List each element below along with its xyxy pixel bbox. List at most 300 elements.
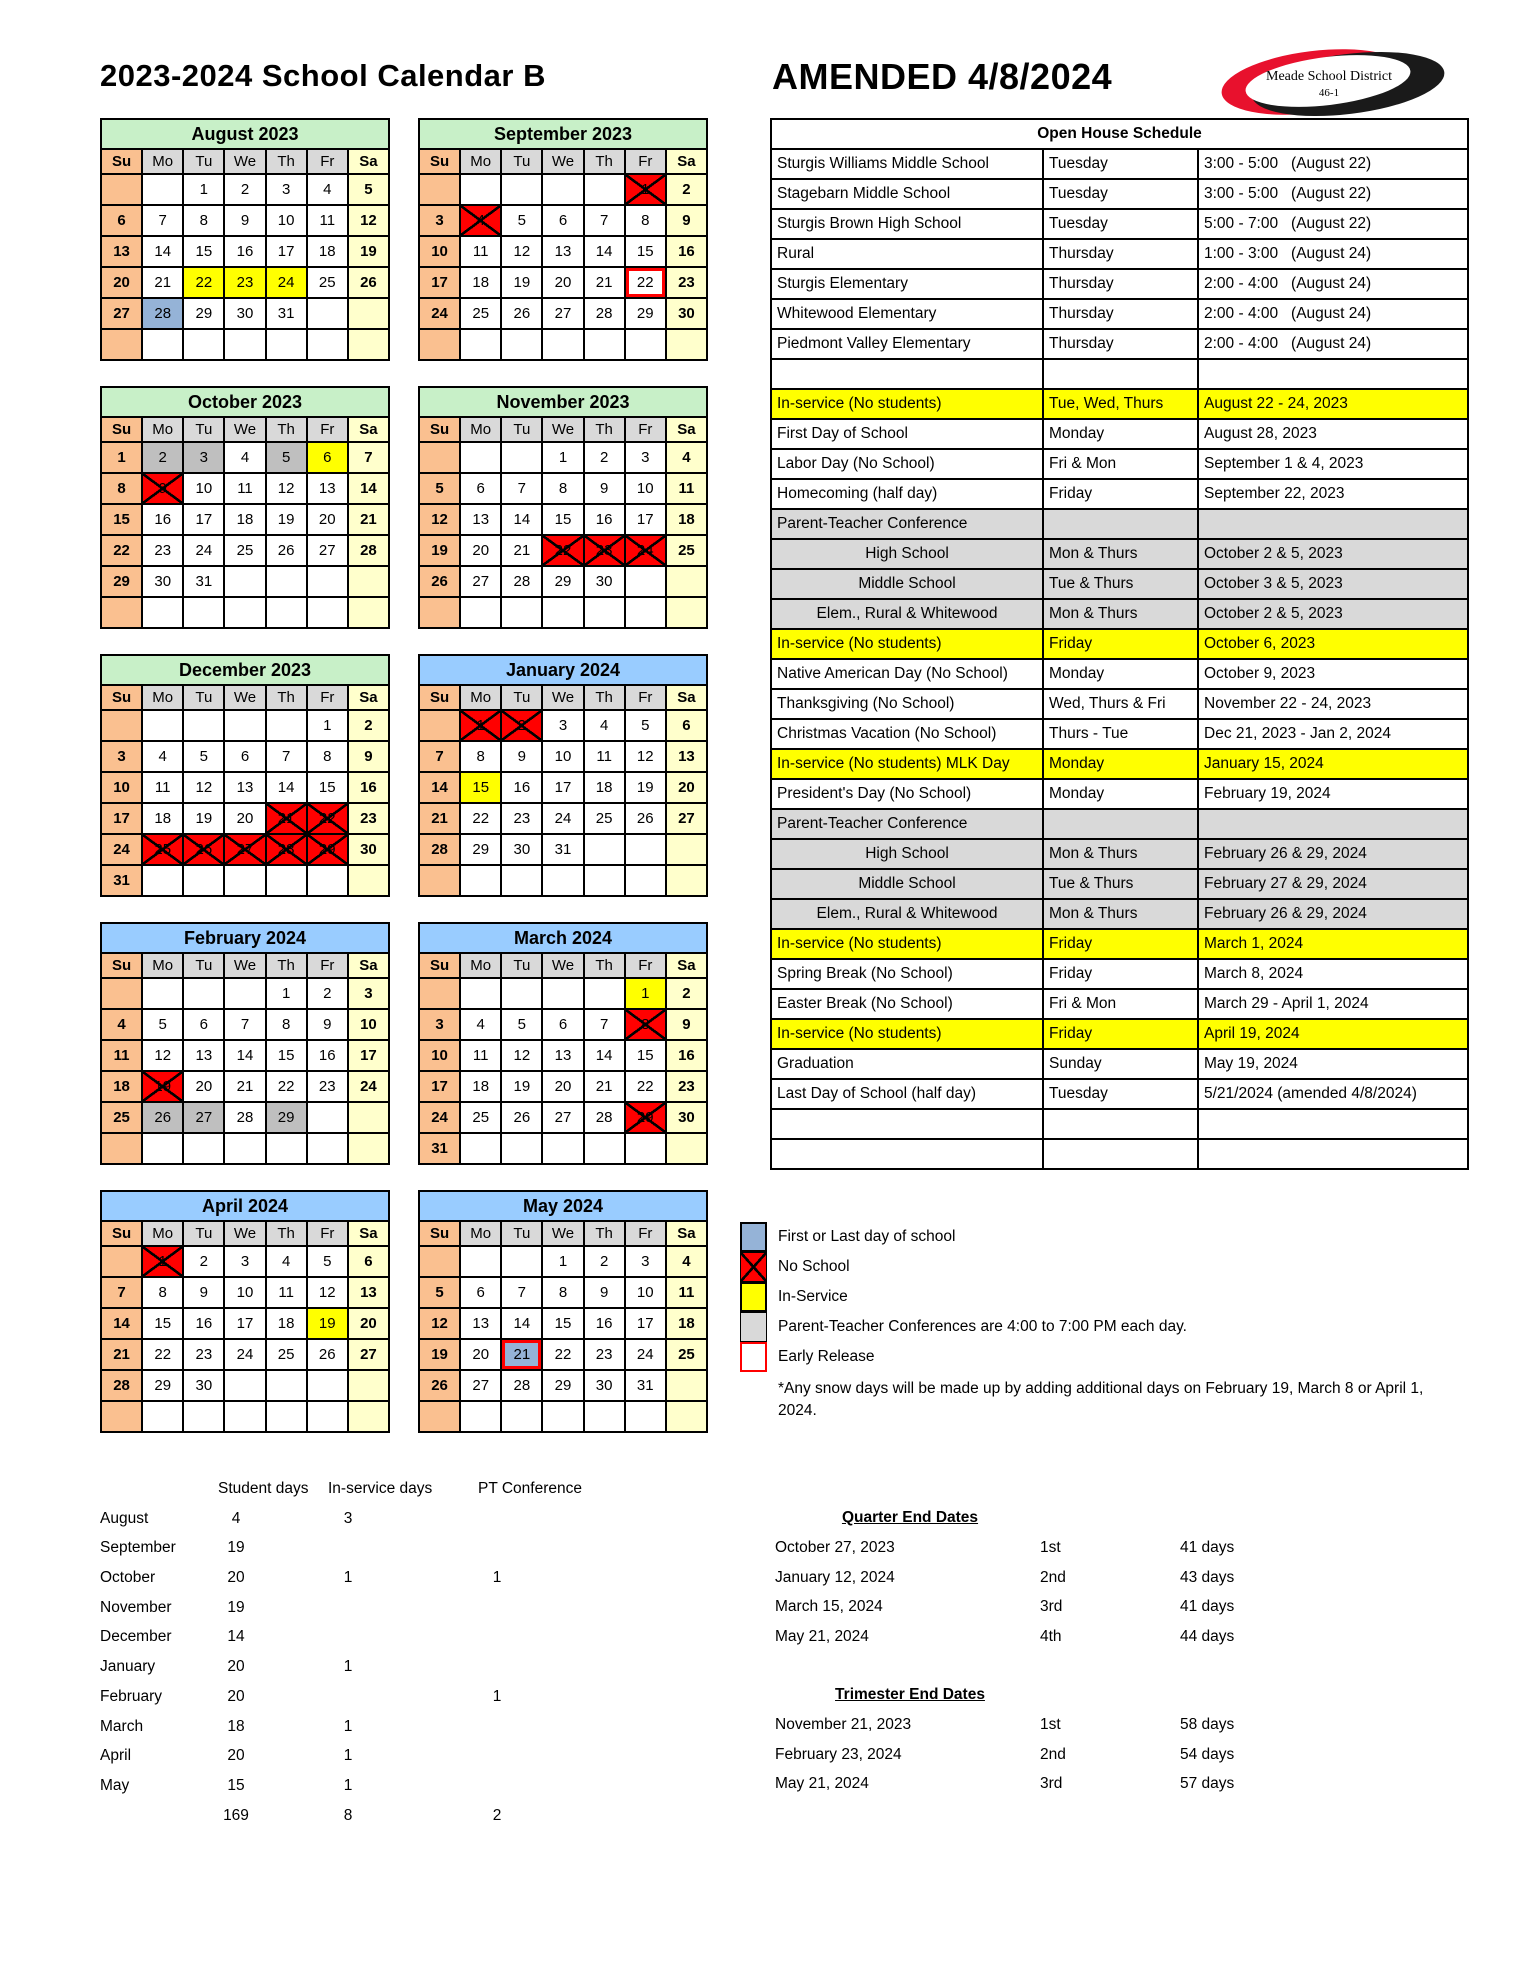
schedule-cell: Graduation xyxy=(771,1049,1043,1079)
schedule-cell: Tue, Wed, Thurs xyxy=(1043,389,1198,419)
day-cell: 30 xyxy=(584,566,625,597)
day-cell: 2 xyxy=(183,1246,224,1277)
summary-cell: 1 xyxy=(343,1569,353,1587)
schedule-cell: August 22 - 24, 2023 xyxy=(1198,389,1468,419)
schedule-cell: Mon & Thurs xyxy=(1043,539,1198,569)
day-cell xyxy=(307,1133,348,1164)
schedule-cell: Thursday xyxy=(1043,239,1198,269)
day-cell: 26 xyxy=(501,1102,542,1133)
schedule-cell: Sunday xyxy=(1043,1049,1198,1079)
day-cell xyxy=(460,1401,501,1432)
day-cell: 30 xyxy=(666,298,707,329)
day-cell xyxy=(224,865,265,896)
day-cell: 22 xyxy=(542,1339,583,1370)
day-cell: 1 xyxy=(307,710,348,741)
month-calendar xyxy=(100,1190,390,1433)
day-cell: 24 xyxy=(183,535,224,566)
day-cell xyxy=(666,1401,707,1432)
monthly-day-counts xyxy=(100,1474,640,1830)
day-cell: 8 xyxy=(142,1277,183,1308)
day-cell xyxy=(307,1401,348,1432)
day-cell: 4 xyxy=(266,1246,307,1277)
day-cell: 8 xyxy=(101,473,142,504)
schedule-row xyxy=(771,719,1468,749)
schedule-row xyxy=(771,809,1468,839)
day-cell: 4 xyxy=(460,1009,501,1040)
day-cell: 6 xyxy=(542,205,583,236)
day-cell xyxy=(348,1370,389,1401)
month-table xyxy=(100,118,390,361)
day-cell xyxy=(307,597,348,628)
day-cell: 13 xyxy=(307,473,348,504)
schedule-row xyxy=(771,659,1468,689)
schedule-cell: Friday xyxy=(1043,479,1198,509)
day-cell: 24 xyxy=(419,298,460,329)
summary-header-pt-conference: PT Conference xyxy=(478,1480,582,1497)
summary-cell: 2 xyxy=(492,1806,502,1824)
legend-item xyxy=(740,1342,1440,1372)
end-date-cell: 3rd xyxy=(1040,1775,1063,1792)
day-cell: 14 xyxy=(101,1308,142,1339)
day-cell xyxy=(460,1246,501,1277)
day-cell xyxy=(142,865,183,896)
day-cell: 14 xyxy=(501,504,542,535)
day-cell: 12 xyxy=(419,1308,460,1339)
day-cell: 29 xyxy=(460,834,501,865)
month-title: November 2023 xyxy=(419,387,707,417)
day-cell: 31 xyxy=(542,834,583,865)
summary-cell: 20 xyxy=(227,1687,245,1705)
day-cell: 31 xyxy=(183,566,224,597)
day-cell: 6 xyxy=(666,710,707,741)
schedule-cell: October 2 & 5, 2023 xyxy=(1198,599,1468,629)
day-cell: 8 xyxy=(307,741,348,772)
day-cell: 21 xyxy=(501,535,542,566)
summary-cell: September xyxy=(100,1539,176,1557)
day-cell: 9 xyxy=(666,1009,707,1040)
schedule-cell: November 22 - 24, 2023 xyxy=(1198,689,1468,719)
end-date-cell: 1st xyxy=(1040,1716,1061,1733)
month-calendar xyxy=(418,1190,708,1433)
summary-cell: February xyxy=(100,1687,163,1705)
schedule-row xyxy=(771,389,1468,419)
schedule-row xyxy=(771,599,1468,629)
day-cell xyxy=(266,1370,307,1401)
end-date-cell: 41 days xyxy=(1180,1539,1235,1556)
schedule-row xyxy=(771,299,1468,329)
day-cell: 8 xyxy=(625,205,666,236)
month-table xyxy=(418,386,708,629)
day-cell: 22 xyxy=(542,535,583,566)
day-cell: 3 xyxy=(625,1246,666,1277)
end-date-cell: February 23, 2024 xyxy=(775,1745,902,1763)
day-cell: 8 xyxy=(183,205,224,236)
schedule-row xyxy=(771,479,1468,509)
schedule-cell xyxy=(1198,509,1468,539)
day-of-week-header: We xyxy=(542,685,583,710)
day-of-week-header: Fr xyxy=(307,149,348,174)
day-cell: 14 xyxy=(348,473,389,504)
day-cell: 20 xyxy=(666,772,707,803)
day-cell: 28 xyxy=(266,834,307,865)
end-date-cell: 3rd xyxy=(1040,1598,1063,1615)
day-of-week-header: Mo xyxy=(460,953,501,978)
schedule-cell: January 15, 2024 xyxy=(1198,749,1468,779)
day-cell: 16 xyxy=(348,772,389,803)
quarter-row xyxy=(760,1592,1340,1622)
day-of-week-header: Su xyxy=(101,685,142,710)
day-cell xyxy=(348,329,389,360)
summary-month-row xyxy=(100,1771,640,1801)
day-cell: 26 xyxy=(501,298,542,329)
day-of-week-header: Sa xyxy=(348,685,389,710)
legend xyxy=(740,1222,1440,1372)
day-cell: 27 xyxy=(460,1370,501,1401)
day-cell: 6 xyxy=(460,1277,501,1308)
month-title: May 2024 xyxy=(419,1191,707,1221)
day-cell: 11 xyxy=(101,1040,142,1071)
day-cell xyxy=(183,1133,224,1164)
day-cell: 19 xyxy=(142,1071,183,1102)
day-cell xyxy=(266,1133,307,1164)
day-of-week-header: Fr xyxy=(625,685,666,710)
day-cell: 6 xyxy=(224,741,265,772)
day-cell: 15 xyxy=(625,236,666,267)
summary-cell: October xyxy=(100,1569,156,1587)
summary-cell: 14 xyxy=(227,1628,245,1646)
schedule-cell: September 1 & 4, 2023 xyxy=(1198,449,1468,479)
day-cell: 7 xyxy=(348,442,389,473)
day-cell xyxy=(542,865,583,896)
day-cell: 26 xyxy=(419,566,460,597)
day-cell: 13 xyxy=(666,741,707,772)
summary-month-row xyxy=(100,1533,640,1563)
day-cell: 27 xyxy=(542,1102,583,1133)
day-of-week-header: Su xyxy=(419,149,460,174)
day-cell: 27 xyxy=(224,834,265,865)
day-cell: 25 xyxy=(224,535,265,566)
day-of-week-header: We xyxy=(542,417,583,442)
day-cell: 25 xyxy=(101,1102,142,1133)
day-cell: 1 xyxy=(266,978,307,1009)
day-of-week-header: Sa xyxy=(348,149,389,174)
day-cell xyxy=(460,1133,501,1164)
day-cell: 29 xyxy=(183,298,224,329)
day-cell: 20 xyxy=(224,803,265,834)
day-cell: 25 xyxy=(142,834,183,865)
day-cell: 11 xyxy=(666,1277,707,1308)
day-of-week-header: Sa xyxy=(348,953,389,978)
day-of-week-header: Tu xyxy=(183,417,224,442)
day-of-week-header: Th xyxy=(266,417,307,442)
day-of-week-header: Su xyxy=(419,953,460,978)
day-cell: 11 xyxy=(266,1277,307,1308)
day-cell: 23 xyxy=(142,535,183,566)
blue-legend-swatch xyxy=(740,1222,767,1252)
day-cell: 4 xyxy=(584,710,625,741)
summary-cell: 1 xyxy=(343,1776,353,1794)
day-of-week-header: Su xyxy=(419,1221,460,1246)
day-cell xyxy=(307,566,348,597)
schedule-cell: 5/21/2024 (amended 4/8/2024) xyxy=(1198,1079,1468,1109)
day-cell: 5 xyxy=(348,174,389,205)
day-cell xyxy=(101,1246,142,1277)
summary-header-row xyxy=(100,1474,640,1504)
schedule-cell: Thursday xyxy=(1043,269,1198,299)
day-of-week-header: Mo xyxy=(142,417,183,442)
day-cell: 21 xyxy=(419,803,460,834)
day-cell: 17 xyxy=(419,1071,460,1102)
schedule-row xyxy=(771,179,1468,209)
day-of-week-header: Fr xyxy=(625,1221,666,1246)
day-cell: 26 xyxy=(307,1339,348,1370)
schedule-cell: September 22, 2023 xyxy=(1198,479,1468,509)
summary-cell: 169 xyxy=(223,1806,249,1824)
day-cell xyxy=(419,865,460,896)
schedule-row xyxy=(771,569,1468,599)
day-cell xyxy=(584,1401,625,1432)
day-cell: 28 xyxy=(224,1102,265,1133)
day-cell: 25 xyxy=(307,267,348,298)
schedule-cell: Monday xyxy=(1043,419,1198,449)
summary-month-row xyxy=(100,1652,640,1682)
day-cell: 25 xyxy=(584,803,625,834)
day-of-week-header: Tu xyxy=(183,1221,224,1246)
day-cell xyxy=(460,442,501,473)
day-cell: 2 xyxy=(584,1246,625,1277)
day-of-week-header: Sa xyxy=(666,685,707,710)
day-cell xyxy=(307,1370,348,1401)
day-cell: 17 xyxy=(625,1308,666,1339)
day-cell: 27 xyxy=(348,1339,389,1370)
schedule-cell xyxy=(771,1109,1043,1139)
trimester-row xyxy=(760,1740,1340,1770)
day-of-week-header: Mo xyxy=(142,149,183,174)
day-cell: 10 xyxy=(183,473,224,504)
day-cell: 15 xyxy=(307,772,348,803)
day-cell: 18 xyxy=(142,803,183,834)
day-cell: 24 xyxy=(419,1102,460,1133)
schedule-cell: Tuesday xyxy=(1043,179,1198,209)
day-cell: 7 xyxy=(224,1009,265,1040)
schedule-cell: Thurs - Tue xyxy=(1043,719,1198,749)
schedule-row xyxy=(771,149,1468,179)
day-cell: 24 xyxy=(266,267,307,298)
legend-item xyxy=(740,1282,1440,1312)
summary-cell: 4 xyxy=(231,1509,241,1527)
summary-cell: December xyxy=(100,1628,172,1646)
day-cell: 10 xyxy=(101,772,142,803)
schedule-row xyxy=(771,1079,1468,1109)
schedule-cell xyxy=(1198,1109,1468,1139)
day-cell: 25 xyxy=(460,1102,501,1133)
day-cell: 1 xyxy=(142,1246,183,1277)
day-cell: 5 xyxy=(142,1009,183,1040)
day-cell: 31 xyxy=(625,1370,666,1401)
day-of-week-header: Th xyxy=(584,953,625,978)
day-cell: 26 xyxy=(266,535,307,566)
schedule-cell xyxy=(1198,809,1468,839)
day-cell xyxy=(542,174,583,205)
legend-item xyxy=(740,1252,1440,1282)
day-of-week-header: Fr xyxy=(307,1221,348,1246)
day-cell xyxy=(224,597,265,628)
schedule-row xyxy=(771,1019,1468,1049)
day-cell: 6 xyxy=(101,205,142,236)
day-cell xyxy=(348,1401,389,1432)
day-cell xyxy=(183,1401,224,1432)
day-cell: 12 xyxy=(501,1040,542,1071)
day-cell: 11 xyxy=(584,741,625,772)
day-cell xyxy=(183,978,224,1009)
day-cell xyxy=(666,865,707,896)
schedule-cell: Native American Day (No School) xyxy=(771,659,1043,689)
day-cell xyxy=(348,1133,389,1164)
day-cell xyxy=(101,174,142,205)
day-cell xyxy=(348,1102,389,1133)
day-cell: 21 xyxy=(142,267,183,298)
day-cell: 15 xyxy=(101,504,142,535)
day-of-week-header: Th xyxy=(266,953,307,978)
day-cell: 22 xyxy=(142,1339,183,1370)
day-cell xyxy=(142,597,183,628)
day-cell: 1 xyxy=(460,710,501,741)
day-cell: 4 xyxy=(460,205,501,236)
day-of-week-header: Th xyxy=(266,1221,307,1246)
day-cell xyxy=(542,329,583,360)
schedule-row xyxy=(771,959,1468,989)
day-cell: 4 xyxy=(666,442,707,473)
schedule-row xyxy=(771,509,1468,539)
day-cell xyxy=(266,597,307,628)
day-cell xyxy=(625,865,666,896)
schedule-cell: Thursday xyxy=(1043,299,1198,329)
schedule-cell: High School xyxy=(771,839,1043,869)
day-cell: 20 xyxy=(542,267,583,298)
day-cell xyxy=(224,1133,265,1164)
day-cell xyxy=(101,978,142,1009)
day-cell: 5 xyxy=(307,1246,348,1277)
schedule-row xyxy=(771,629,1468,659)
day-cell: 21 xyxy=(584,1071,625,1102)
day-cell: 11 xyxy=(307,205,348,236)
day-cell xyxy=(266,1401,307,1432)
legend-item xyxy=(740,1312,1440,1342)
day-cell xyxy=(666,1133,707,1164)
day-cell: 2 xyxy=(224,174,265,205)
day-cell: 23 xyxy=(666,1071,707,1102)
day-cell: 28 xyxy=(419,834,460,865)
day-cell: 11 xyxy=(460,1040,501,1071)
summary-cell: 1 xyxy=(343,1717,353,1735)
schedule-cell: August 28, 2023 xyxy=(1198,419,1468,449)
day-cell xyxy=(501,442,542,473)
day-cell: 28 xyxy=(348,535,389,566)
schedule-cell: Wed, Thurs & Fri xyxy=(1043,689,1198,719)
day-cell: 18 xyxy=(266,1308,307,1339)
day-cell xyxy=(101,1401,142,1432)
day-cell xyxy=(666,597,707,628)
day-cell xyxy=(419,1246,460,1277)
summary-cell: 1 xyxy=(492,1569,502,1587)
day-cell: 16 xyxy=(584,1308,625,1339)
day-cell xyxy=(419,710,460,741)
schedule-cell xyxy=(1198,1139,1468,1169)
schedule-cell: Rural xyxy=(771,239,1043,269)
quarter-end-dates-title: Quarter End Dates xyxy=(841,1509,979,1526)
day-cell: 5 xyxy=(501,205,542,236)
day-cell: 19 xyxy=(348,236,389,267)
schedule-cell: May 19, 2024 xyxy=(1198,1049,1468,1079)
day-cell: 14 xyxy=(501,1308,542,1339)
day-cell: 12 xyxy=(183,772,224,803)
summary-cell: 1 xyxy=(343,1747,353,1765)
month-table xyxy=(100,386,390,629)
day-of-week-header: Sa xyxy=(666,1221,707,1246)
day-cell: 31 xyxy=(419,1133,460,1164)
yellow-legend-swatch xyxy=(740,1282,767,1312)
month-calendar xyxy=(100,922,390,1165)
day-of-week-header: Tu xyxy=(501,685,542,710)
day-cell: 20 xyxy=(183,1071,224,1102)
schedule-cell xyxy=(1043,1139,1198,1169)
day-cell: 31 xyxy=(266,298,307,329)
day-cell: 16 xyxy=(224,236,265,267)
day-cell xyxy=(542,1401,583,1432)
schedule-cell: In-service (No students) xyxy=(771,929,1043,959)
schedule-row xyxy=(771,689,1468,719)
day-cell xyxy=(224,710,265,741)
day-cell: 27 xyxy=(101,298,142,329)
trimester-row xyxy=(760,1710,1340,1740)
day-cell: 16 xyxy=(183,1308,224,1339)
day-cell: 14 xyxy=(419,772,460,803)
schedule-cell: In-service (No students) xyxy=(771,389,1043,419)
day-cell xyxy=(101,710,142,741)
day-of-week-header: Tu xyxy=(183,685,224,710)
day-cell: 11 xyxy=(142,772,183,803)
day-cell: 2 xyxy=(142,442,183,473)
summary-cell: 19 xyxy=(227,1539,245,1557)
day-cell xyxy=(625,329,666,360)
day-cell: 9 xyxy=(224,205,265,236)
day-cell: 21 xyxy=(348,504,389,535)
schedule-cell: Friday xyxy=(1043,1019,1198,1049)
day-cell: 17 xyxy=(625,504,666,535)
day-cell: 17 xyxy=(183,504,224,535)
schedule-cell: Mon & Thurs xyxy=(1043,899,1198,929)
day-cell: 7 xyxy=(266,741,307,772)
day-cell xyxy=(419,597,460,628)
day-cell: 3 xyxy=(419,205,460,236)
day-of-week-header: We xyxy=(542,1221,583,1246)
day-cell: 6 xyxy=(542,1009,583,1040)
day-cell: 15 xyxy=(183,236,224,267)
summary-cell: 1 xyxy=(492,1687,502,1705)
day-cell xyxy=(266,865,307,896)
day-cell: 19 xyxy=(307,1308,348,1339)
day-cell: 10 xyxy=(266,205,307,236)
month-title: September 2023 xyxy=(419,119,707,149)
summary-cell: March xyxy=(100,1717,144,1735)
schedule-cell: Sturgis Brown High School xyxy=(771,209,1043,239)
day-cell: 5 xyxy=(419,473,460,504)
day-cell xyxy=(142,1401,183,1432)
schedule-cell: Dec 21, 2023 - Jan 2, 2024 xyxy=(1198,719,1468,749)
month-table xyxy=(418,654,708,897)
schedule-cell xyxy=(1043,1109,1198,1139)
day-cell: 28 xyxy=(584,1102,625,1133)
